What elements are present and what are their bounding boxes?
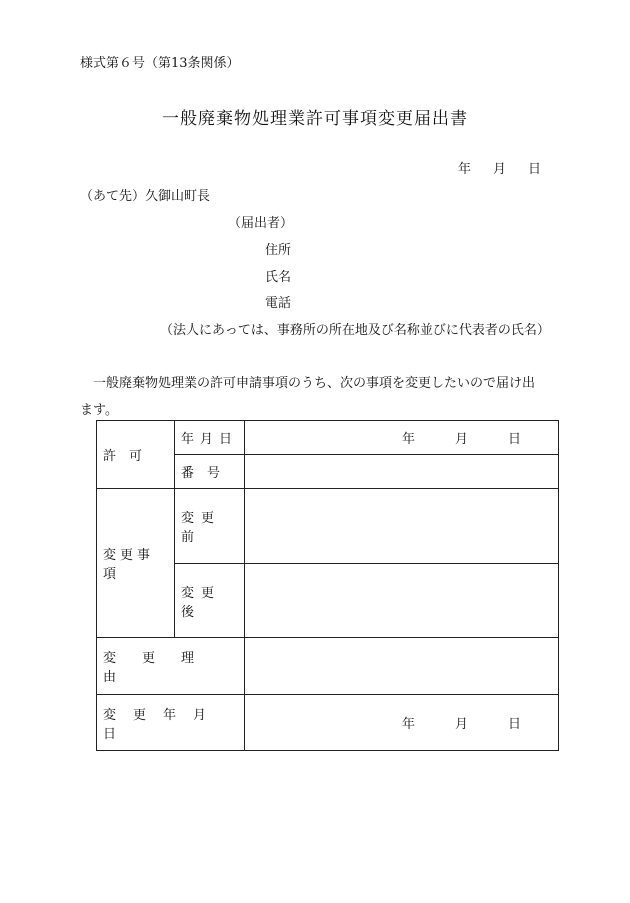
permit-number-field[interactable] [245,455,559,489]
date-month-label: 月 [493,162,507,177]
permit-date-label-cell [175,421,245,455]
addressee: （あて先）久御山町長 [80,189,211,204]
permit-date-month: 月 [454,432,468,447]
after-label-cell [175,564,245,638]
before-label: 変更前 [181,511,222,545]
permit-date-label: 年月日 [181,432,239,447]
body-text-line-2: ます。 [80,403,118,418]
date-year-label: 年 [458,162,472,177]
permit-label-cell [97,421,175,489]
submission-date [458,158,541,177]
body-text-line-1: 一般廃棄物処理業の許可申請事項のうち、次の事項を変更したいので届け出 [93,376,536,391]
applicant-label: （届出者） [228,216,294,231]
reason-label: 変更理由 [103,651,221,685]
document-title: 一般廃棄物処理業許可事項変更届出書 [162,109,468,129]
reason-field[interactable] [245,638,559,695]
permit-date-year: 年 [401,432,415,447]
permit-number-label: 番 号 [181,466,221,481]
change-date-year: 年 [401,717,415,732]
name-label: 氏名 [265,270,292,285]
before-field[interactable] [245,489,559,564]
permit-label: 許 可 [103,449,143,464]
change-item-label-cell [97,489,175,638]
change-date-month: 月 [454,717,468,732]
change-form-table [96,420,559,751]
form-number: 様式第６号（第13条関係） [80,56,240,71]
permit-number-label-cell [175,455,245,489]
change-date-day: 日 [508,717,522,732]
change-item-label: 変更事項 [103,548,155,582]
phone-label: 電話 [265,296,292,311]
after-field[interactable] [245,564,559,638]
permit-date-field[interactable] [245,421,559,455]
after-label: 変更後 [181,585,222,620]
change-date-label: 変更年月日 [103,707,224,742]
reason-label-cell [97,638,245,695]
corporation-note: （法人にあっては、事務所の所在地及び名称並びに代表者の氏名） [160,323,550,338]
before-label-cell [175,489,245,564]
change-date-field[interactable] [245,695,559,751]
date-day-label: 日 [528,162,542,177]
permit-date-day: 日 [508,432,522,447]
change-date-label-cell [97,695,245,751]
address-label: 住所 [265,243,292,258]
